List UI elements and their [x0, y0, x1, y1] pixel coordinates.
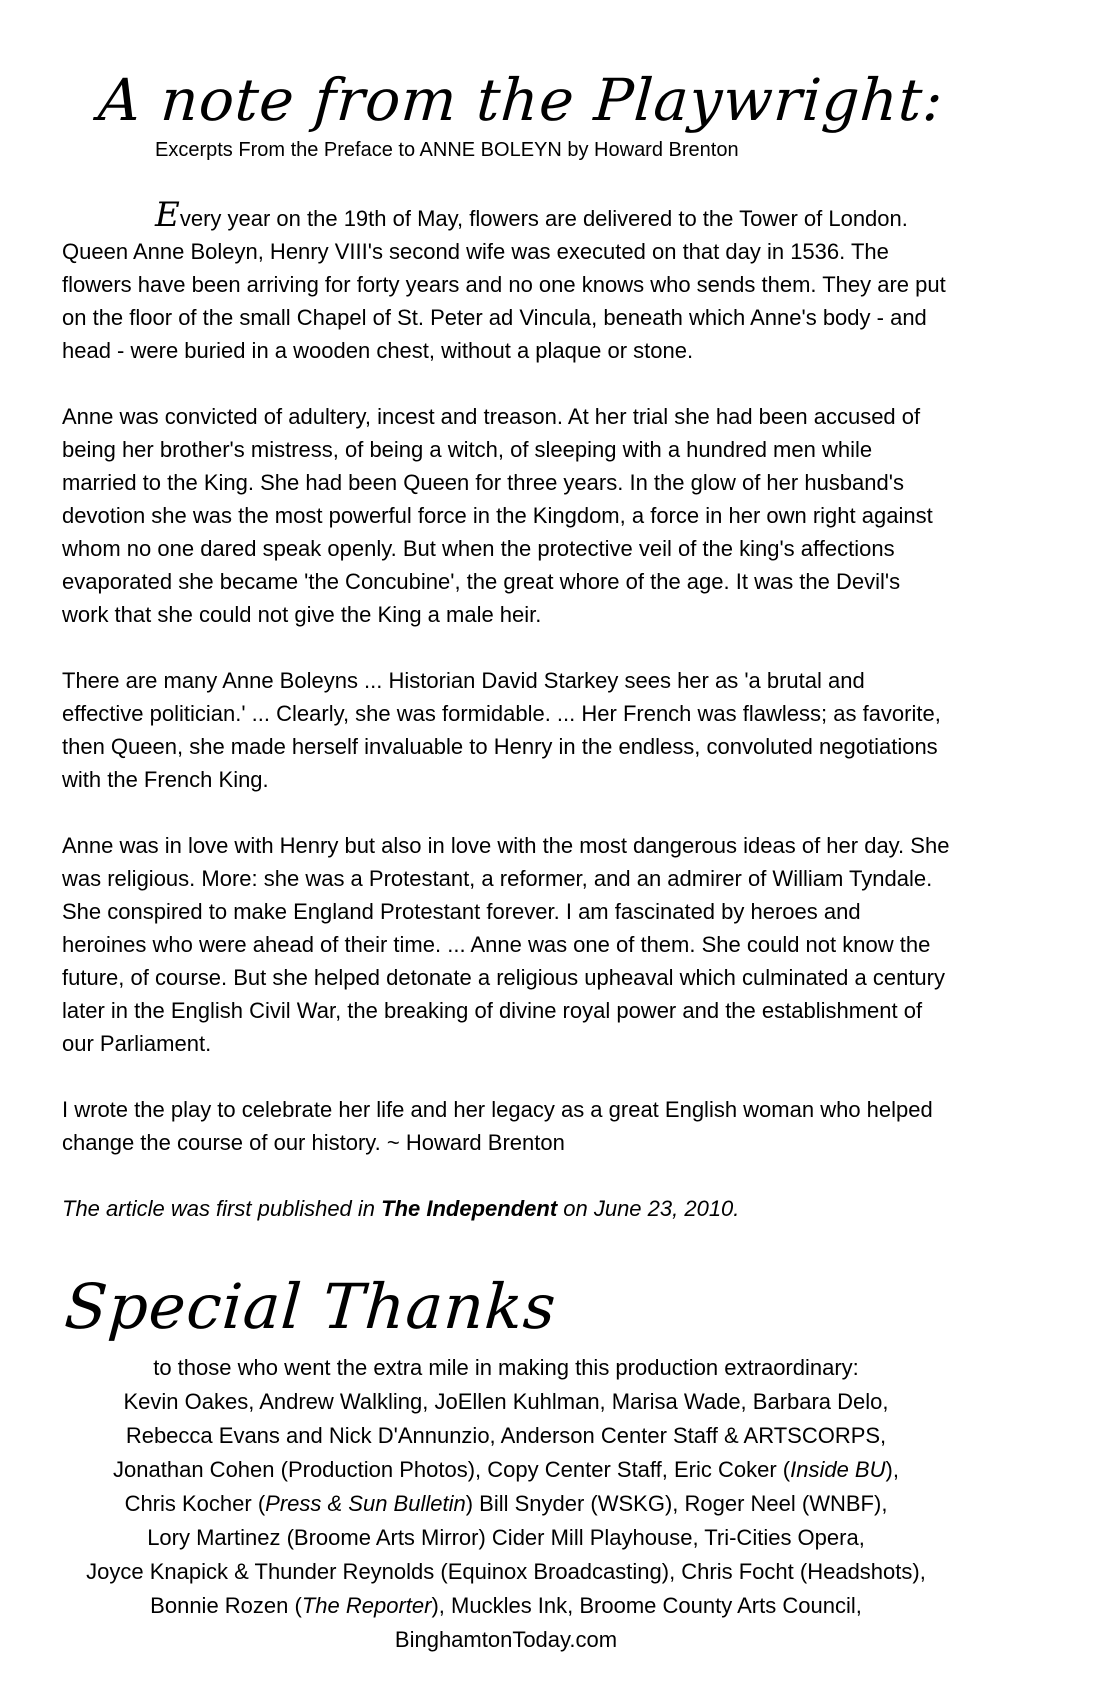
- text-segment: on June 23, 2010.: [557, 1195, 740, 1221]
- thanks-line: [62, 1385, 950, 1419]
- special-thanks-section: [62, 1267, 950, 1658]
- text-segment: ),: [885, 1457, 899, 1483]
- thanks-title: Special Thanks: [62, 1269, 559, 1343]
- playwright-note-section: [62, 66, 950, 1225]
- text-segment: ) Bill Snyder (WSKG), Roger Neel (WNBF),: [465, 1491, 888, 1517]
- paragraph-1-text: very year on the 19th of May, flowers are delivered to the Tower of London. Queen Anne Boleyn, Henry VIII's second wife was executed on that day in 1536. The flowers have been arriving for forty years and no one knows who sends them. They are put on the floor of the small Chapel of St. Peter ad Vincula, beneath which Anne's body - and head - were buried in a wooden chest, without a plaque or stone.: [62, 205, 946, 363]
- paragraph-1: [62, 194, 950, 367]
- text-segment: Lory Martinez (Broome Arts Mirror) Cider Mill Playhouse, Tri-Cities Opera,: [147, 1525, 865, 1551]
- note-subtitle: Excerpts From the Preface to ANNE BOLEYN by Howard Brenton: [155, 138, 739, 161]
- text-segment: Rebecca Evans and Nick D'Annunzio, Anderson Center Staff & ARTSCORPS,: [125, 1423, 887, 1449]
- publication-note: [62, 1192, 950, 1225]
- thanks-line: [62, 1589, 950, 1657]
- thanks-intro: to those who went the extra mile in making this production extraordinary:: [153, 1355, 859, 1381]
- text-segment: Bonnie Rozen (: [150, 1593, 302, 1619]
- thanks-lines: [62, 1385, 950, 1657]
- text-segment: ), Muckles Ink, Broome County Arts Council, BinghamtonToday.com: [394, 1593, 862, 1653]
- thanks-line: [62, 1487, 950, 1521]
- text-segment: Press & Sun Bulletin: [265, 1491, 466, 1517]
- text-segment: Kevin Oakes, Andrew Walkling, JoEllen Kuhlman, Marisa Wade, Barbara Delo,: [123, 1389, 889, 1415]
- text-segment: The Independent: [381, 1195, 558, 1221]
- paragraph-2: Anne was convicted of adultery, incest and treason. At her trial she had been accused of being her brother's mistress, of being a witch, of sleeping with a hundred men while married to the King. She had been Queen for three years. In the glow of her husband's devotion she was the most powerful force in the Kingdom, a force in her own right against whom no one dared speak openly. But when the protective veil of the king's affections evaporated she became 'the Concubine', the great whore of the age. It was the Devil's work that she could not give the King a male heir.: [62, 403, 933, 627]
- thanks-line: [62, 1453, 950, 1487]
- thanks-line: [62, 1419, 950, 1453]
- paragraph-3: There are many Anne Boleyns ... Historian David Starkey sees her as 'a brutal and effective politician.' ... Clearly, she was formidable. ... Her French was flawless; as favorite, then Queen, she made herself invaluable to Henry in the endless, convoluted negotiations with the French King.: [62, 667, 941, 792]
- paragraph-4: Anne was in love with Henry but also in love with the most dangerous ideas of her day. She was religious. More: she was a Protestant, a reformer, and an admirer of William Tyndale. She conspired to make England Protestant forever. I am fascinated by heroes and heroines who were ahead of their time. ... Anne was one of them. She could not know the future, of course. But she helped detonate a religious upheaval which culminated a century later in the English Civil War, the breaking of divine royal power and the establishment of our Parliament.: [62, 832, 950, 1056]
- text-segment: The Reporter: [301, 1593, 432, 1619]
- note-body: [62, 194, 950, 1225]
- text-segment: Chris Kocher (: [124, 1491, 266, 1517]
- text-segment: Jonathan Cohen (Production Photos), Copy Center Staff, Eric Coker (: [113, 1457, 791, 1483]
- drop-cap: E: [155, 194, 180, 235]
- paragraph-5: I wrote the play to celebrate her life and her legacy as a great English woman who helped change the course of our history. ~ Howard Brenton: [62, 1096, 933, 1155]
- page-title: A note from the Playwright:: [96, 66, 946, 134]
- thanks-line: [62, 1521, 950, 1555]
- thanks-line: [62, 1555, 950, 1589]
- text-segment: Inside BU: [790, 1457, 886, 1483]
- text-segment: The article was first published in: [62, 1195, 382, 1221]
- text-segment: Joyce Knapick & Thunder Reynolds (Equinox Broadcasting), Chris Focht (Headshots),: [86, 1559, 926, 1585]
